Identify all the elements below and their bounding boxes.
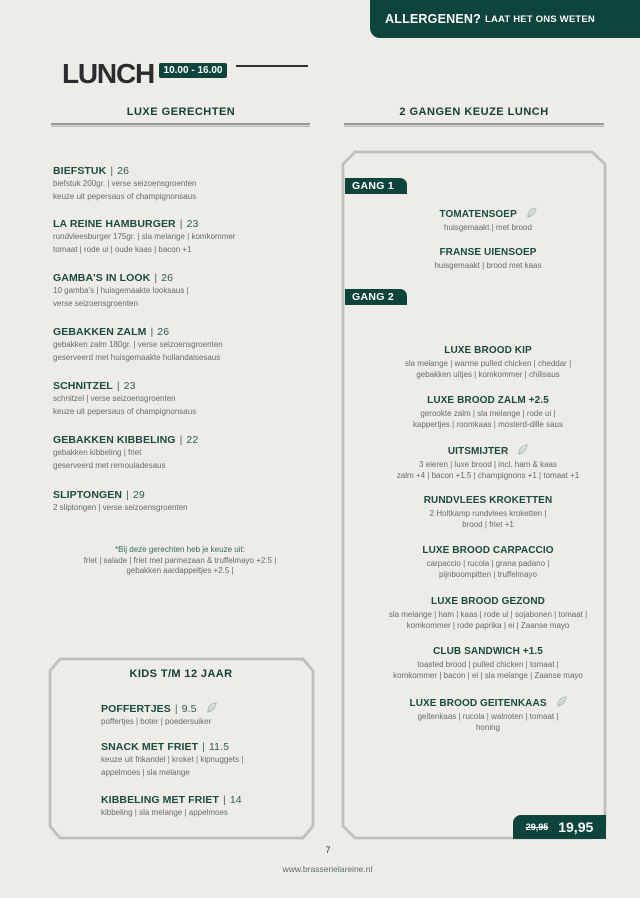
website-link[interactable]: www.brasserielareine.nl	[282, 864, 373, 874]
dish-desc: gebakken kibbeling | friet	[53, 448, 142, 457]
leaf-icon	[556, 696, 567, 707]
gang2-item-luxe-brood-kip	[378, 345, 598, 380]
gang-1-label: GANG 1	[345, 178, 407, 194]
dish-biefstuk: BIEFSTUK | 26 biefstuk 200gr. | verse seizoensgroenten keuze uit pepersaus of champignonsaus	[53, 165, 313, 203]
item-desc: huisgemaakt | met brood	[444, 223, 532, 232]
dish-desc: verse seizoensgroenten	[53, 298, 138, 308]
dish-desc: geserveerd met remouladesaus	[53, 460, 166, 470]
note-line: gebakken aardappeltjes +2.5 |	[126, 566, 234, 575]
dish-price: 26	[157, 326, 170, 338]
item-desc: geitenkaas | rucola | walnoten | tomaat |	[417, 712, 559, 721]
item-name: LUXE BROOD ZALM +2.5	[427, 395, 549, 406]
dish-desc: keuze uit pepersaus of champignonsaus	[53, 191, 197, 201]
item-desc: pijnboompitten | truffelmayo	[439, 570, 537, 579]
luxe-gerechten-heading: LUXE GERECHTEN	[126, 106, 236, 118]
item-desc: 2 Holtkamp rundvlees kroketten |	[429, 509, 547, 518]
allergen-banner-subtitle: LAAT HET ONS WETEN	[484, 13, 595, 25]
dish-desc: appelmoes | sla melange	[101, 767, 190, 777]
hours-badge: 10.00 - 16.00	[159, 63, 227, 78]
allergen-banner	[370, 0, 640, 38]
lunch-price-tag	[513, 815, 606, 839]
page-title: LUNCH	[62, 58, 154, 89]
dish-gebakken-kibbeling: GEBAKKEN KIBBELING | 22 gebakken kibbeling | friet geserveerd met remouladesaus	[53, 434, 313, 472]
dish-desc: gebakken zalm 180gr. | verse seizoensgroenten	[53, 340, 223, 349]
new-price: 19,95	[558, 819, 594, 835]
item-desc: zalm +4 | bacon +1.5 | champignons +1 | tomaat +1	[396, 471, 580, 480]
kids-heading: KIDS T/M 12 JAAR	[129, 668, 233, 680]
gang2-item-luxe-brood-geitenkaas	[378, 696, 598, 733]
left-heading-divider	[51, 123, 310, 127]
gang1-item-franse-uiensoep	[378, 247, 598, 271]
dish-desc: 2 sliptongen | verse seizoensgroenten	[53, 503, 188, 512]
note-heading: *Bij deze gerechten heb je keuze uit:	[115, 545, 245, 554]
dish-price: 26	[161, 272, 174, 284]
gang1-item-tomatensoep	[378, 207, 598, 233]
dish-desc: biefstuk 200gr. | verse seizoensgroenten	[53, 179, 197, 188]
dish-price: 26	[117, 165, 130, 177]
leaf-icon	[526, 207, 537, 218]
dish-price: 14	[229, 794, 242, 806]
item-desc: kappertjes | roomkaas | mosterd-dille saus	[413, 420, 563, 429]
item-desc: honing	[475, 723, 501, 732]
item-desc: komkommer | bacon | ei | sla melange | Zaanse mayo	[393, 671, 583, 680]
dish-gebakken-zalm: GEBAKKEN ZALM | 26 gebakken zalm 180gr. | verse seizoensgroenten geserveerd met huisgemaakte hollandaisesaus	[53, 326, 313, 364]
dish-gambas-in-look: GAMBA'S IN LOOK | 26 10 gamba's | huisgemaakte looksaus | verse seizoensgroenten	[53, 272, 313, 310]
side-dish-note	[60, 545, 300, 577]
item-name: RUNDVLEES KROKETTEN	[423, 495, 553, 506]
leaf-icon	[517, 444, 528, 455]
dish-desc: geserveerd met huisgemaakte hollandaisesaus	[53, 352, 221, 362]
dish-name: KIBBELING MET FRIET	[101, 794, 219, 806]
two-course-heading: 2 GANGEN KEUZE LUNCH	[399, 106, 549, 118]
kids-item-poffertjes: POFFERTJES | 9.5 poffertjes | boter | poedersuiker	[101, 702, 311, 729]
dish-name: BIEFSTUK	[53, 165, 107, 177]
item-desc: komkommer | rode paprika | ei | Zaanse mayo	[406, 621, 570, 630]
item-desc: brood | friet +1	[462, 520, 514, 529]
dish-name: SLIPTONGEN	[53, 489, 123, 501]
gang-2-label: GANG 2	[345, 289, 407, 305]
note-line: friet | salade | friet met parmezaan & truffelmayo +2.5 |	[83, 555, 277, 565]
leaf-icon	[206, 702, 217, 713]
item-desc: huisgemaakt | brood met kaas	[434, 261, 542, 270]
item-name: LUXE BROOD CARPACCIO	[422, 545, 554, 556]
allergen-banner-title: ALLERGENEN?	[385, 12, 481, 26]
dish-price: 22	[186, 434, 199, 446]
page-number: 7	[325, 845, 331, 855]
dish-name: SCHNITZEL	[53, 380, 113, 392]
gang2-item-luxe-brood-zalm	[378, 395, 598, 430]
gang2-item-luxe-brood-gezond	[378, 596, 598, 631]
dish-name: LA REINE HAMBURGER	[53, 218, 176, 230]
item-desc: gerookte zalm | sla melange | rode ui |	[420, 409, 556, 418]
item-desc: 3 eieren | luxe brood | incl. ham & kaas	[418, 460, 557, 469]
dish-price: 23	[186, 218, 199, 230]
item-desc: sla melange | ham | kaas | rode ui | sojabonen | tomaat |	[388, 610, 588, 619]
dish-price: 11.5	[209, 741, 230, 753]
dish-desc: keuze uit pepersaus of champignonsaus	[53, 406, 197, 416]
dish-name: GEBAKKEN KIBBELING	[53, 434, 176, 446]
item-name: FRANSE UIENSOEP	[439, 247, 537, 258]
title-divider	[236, 65, 308, 67]
dish-desc: poffertjes | boter | poedersuiker	[101, 717, 212, 726]
dish-desc: keuze uit frikandel | kroket | kipnuggets |	[101, 755, 244, 764]
gang2-item-club-sandwich	[378, 646, 598, 681]
item-name: CLUB SANDWICH +1.5	[433, 646, 543, 657]
item-name: LUXE BROOD GEZOND	[431, 596, 545, 607]
dish-schnitzel: SCHNITZEL | 23 schnitzel | verse seizoensgroenten keuze uit pepersaus of champignonsaus	[53, 380, 313, 418]
gang2-item-luxe-brood-carpaccio	[378, 545, 598, 580]
dish-la-reine-hamburger: LA REINE HAMBURGER | 23 rundvleesburger 175gr. | sla melange | komkommer tomaat | rode ui | oude kaas | bacon +1	[53, 218, 313, 256]
dish-price: 29	[132, 489, 145, 501]
gang2-item-uitsmijter	[378, 444, 598, 481]
item-name: TOMATENSOEP	[439, 209, 517, 220]
dish-desc: rundvleesburger 175gr. | sla melange | komkommer	[53, 232, 236, 241]
item-desc: carpaccio | rucola | grana padano |	[426, 559, 550, 568]
dish-name: GAMBA'S IN LOOK	[53, 272, 151, 284]
item-name: UITSMIJTER	[447, 446, 509, 457]
item-desc: sla melange | warme pulled chicken | cheddar |	[404, 359, 572, 368]
gang2-item-rundvlees-kroketten	[378, 495, 598, 530]
right-heading-divider	[344, 123, 604, 127]
dish-desc: kibbeling | sla melange | appelmoes	[101, 808, 228, 817]
dish-price: 23	[123, 380, 136, 392]
item-desc: gebakken uitjes | komkommer | chilisaus	[416, 370, 560, 379]
dish-sliptongen: SLIPTONGEN | 29 2 sliptongen | verse seizoensgroenten	[53, 489, 313, 515]
item-name: LUXE BROOD GEITENKAAS	[409, 698, 547, 709]
item-name: LUXE BROOD KIP	[444, 345, 532, 356]
dish-name: GEBAKKEN ZALM	[53, 326, 147, 338]
kids-item-kibbeling-met-friet: KIBBELING MET FRIET | 14 kibbeling | sla melange | appelmoes	[101, 794, 311, 820]
item-desc: toasted brood | pulled chicken | tomaat |	[417, 660, 559, 669]
dish-name: POFFERTJES	[101, 703, 171, 715]
old-price: 29,95	[525, 822, 549, 832]
dish-desc: 10 gamba's | huisgemaakte looksaus |	[53, 286, 189, 295]
dish-desc: schnitzel | verse seizoensgroenten	[53, 394, 176, 403]
dish-desc: tomaat | rode ui | oude kaas | bacon +1	[53, 244, 192, 254]
dish-price: 9.5	[181, 703, 197, 715]
dish-name: SNACK MET FRIET	[101, 741, 199, 753]
kids-item-snack-met-friet: SNACK MET FRIET | 11.5 keuze uit frikandel | kroket | kipnuggets | appelmoes | sla melange	[101, 741, 311, 779]
